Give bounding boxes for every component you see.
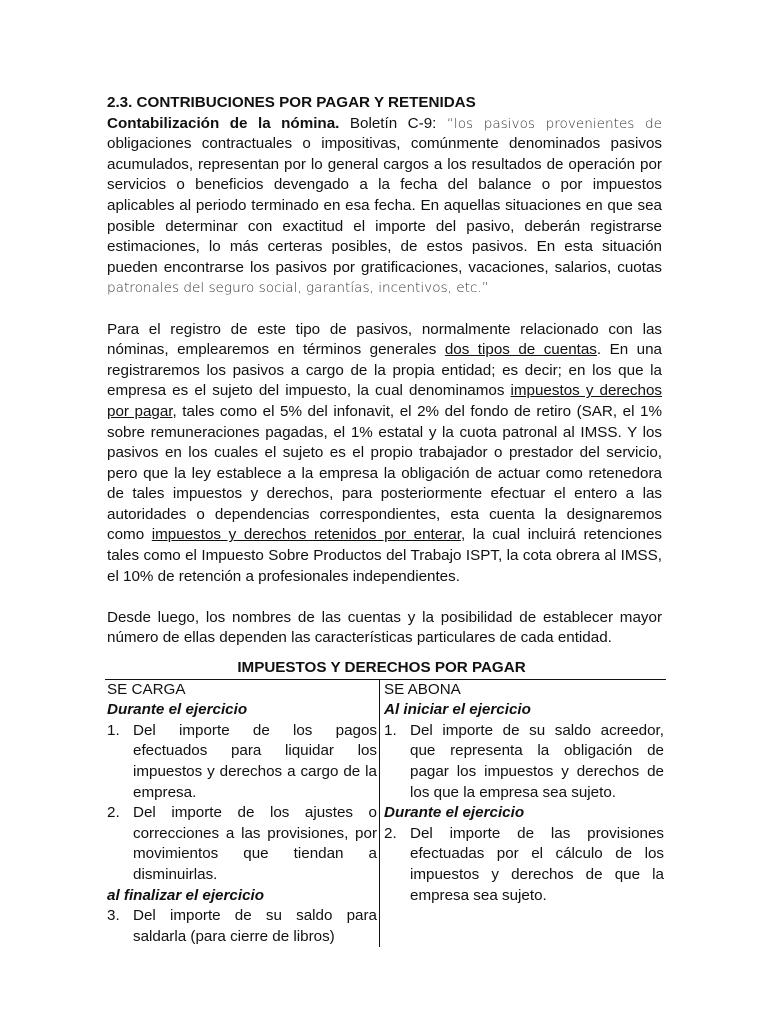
item-text: Del importe de los pagos efectuados para liquidar los impuestos y derechos a cargo de la empresa. — [133, 721, 377, 801]
text-segment: Para el registro de este tipo de pasivos, normalmente relacionado con las nóminas, emplearemos en términos generales — [107, 320, 662, 359]
debit-header: SE CARGA — [107, 680, 186, 698]
debit-subheading-end: al finalizar el ejercicio — [107, 886, 265, 904]
item-text: Del importe de los ajustes o correcciones a las provisiones, por movimientos que tiendan a disminuirlas. — [133, 804, 377, 883]
list-item — [384, 721, 664, 803]
paragraph-account-names: Desde luego, los nombres de las cuentas y la posibilidad de establecer mayor número de ellas dependen las características particulares de cada entidad. — [107, 608, 662, 647]
credit-list-during — [384, 824, 664, 906]
credit-subheading-start: Al iniciar el ejercicio — [384, 701, 531, 719]
debit-subheading-during: Durante el ejercicio — [107, 701, 248, 719]
item-number: 2. — [107, 804, 120, 822]
paragraph-payroll-accounting — [107, 114, 662, 299]
document-content — [107, 93, 662, 947]
list-item — [107, 721, 377, 803]
credit-subheading-during: Durante el ejercicio — [384, 804, 525, 822]
credit-list — [384, 721, 664, 803]
credit-column — [380, 679, 667, 947]
bulletin-reference: Boletín C-9: — [339, 114, 447, 132]
debit-list — [107, 721, 377, 886]
item-number: 3. — [107, 907, 120, 925]
underlined-term-taxes-payable: impuestos y derechos por pagar — [107, 382, 662, 420]
item-number: 2. — [384, 824, 397, 842]
text-segment: . En una registraremos los pasivos a cargo de la propia entidad; es decir; en los que la empresa es el sujeto del impuesto, la cual denominamos — [107, 341, 662, 400]
quote-end: patronales del seguro social, garantías, incentivos, etc.” — [107, 280, 489, 297]
paragraph-account-types — [107, 320, 662, 588]
item-number: 1. — [107, 721, 120, 739]
underlined-term-account-types: dos tipos de cuentas — [444, 341, 597, 359]
item-text: Del importe de su saldo acreedor, que representa la obligación de pagar los impuestos y derechos de los que la empresa sea sujeto. — [410, 721, 664, 801]
text-segment: , la cual incluirá retenciones tales como el Impuesto Sobre Productos del Trabajo ISPT, la cota obrera al IMSS, el 10% de retención a profesionales independientes. — [107, 526, 662, 585]
underlined-term-taxes-withheld: impuestos y derechos retenidos por enterar — [151, 526, 461, 544]
item-text: Del importe de su saldo para saldarla (para cierre de libros) — [133, 907, 377, 945]
t-account-table — [105, 679, 666, 948]
section-title: 2.3. CONTRIBUCIONES POR PAGAR Y RETENIDAS — [107, 94, 476, 111]
item-number: 1. — [384, 721, 397, 739]
list-item — [107, 803, 377, 885]
item-text: Del importe de las provisiones efectuadas por el cálculo de los impuestos y derechos de que la empresa sea sujeto. — [410, 824, 664, 904]
debit-list-end — [107, 906, 377, 947]
credit-header: SE ABONA — [384, 680, 461, 698]
list-item — [107, 906, 377, 947]
table-title: IMPUESTOS Y DERECHOS POR PAGAR — [237, 659, 526, 677]
list-item — [384, 824, 664, 906]
quote-start: “los pasivos provenientes de — [446, 115, 662, 132]
quote-body: obligaciones contractuales o impositivas, comúnmente denominados pasivos acumulados, representan por lo general cargos a los resultados de operación por servicios o beneficios devengado a la fecha del balance o por impuestos aplicables al periodo terminado en esa fecha. En aquellas situaciones en que sea posible determinar con exactitud el importe del pasivo, deberán registrarse estimaciones, lo más certeras posibles, de estos pasivos. En esta situación pueden encontrarse los pasivos por gratificaciones, vacaciones, salarios, cuotas — [107, 135, 662, 276]
debit-column — [105, 679, 380, 947]
text-segment: , tales como el 5% del infonavit, el 2% del fondo de retiro (SAR, el 1% sobre remuneraciones pagadas, el 1% estatal y la cuota patronal al IMSS. Y los pasivos en los cuales el sujeto es el propio trabajador o prestador del servicio, pero que la ley establece a la empresa la obligación de actuar como retenedora de tales impuestos y derechos, para posteriormente efectuar el entero a las autoridades o dependencias correspondientes, esta cuenta la designaremos como — [107, 402, 662, 544]
paragraph-lead: Contabilización de la nómina. — [107, 114, 340, 132]
